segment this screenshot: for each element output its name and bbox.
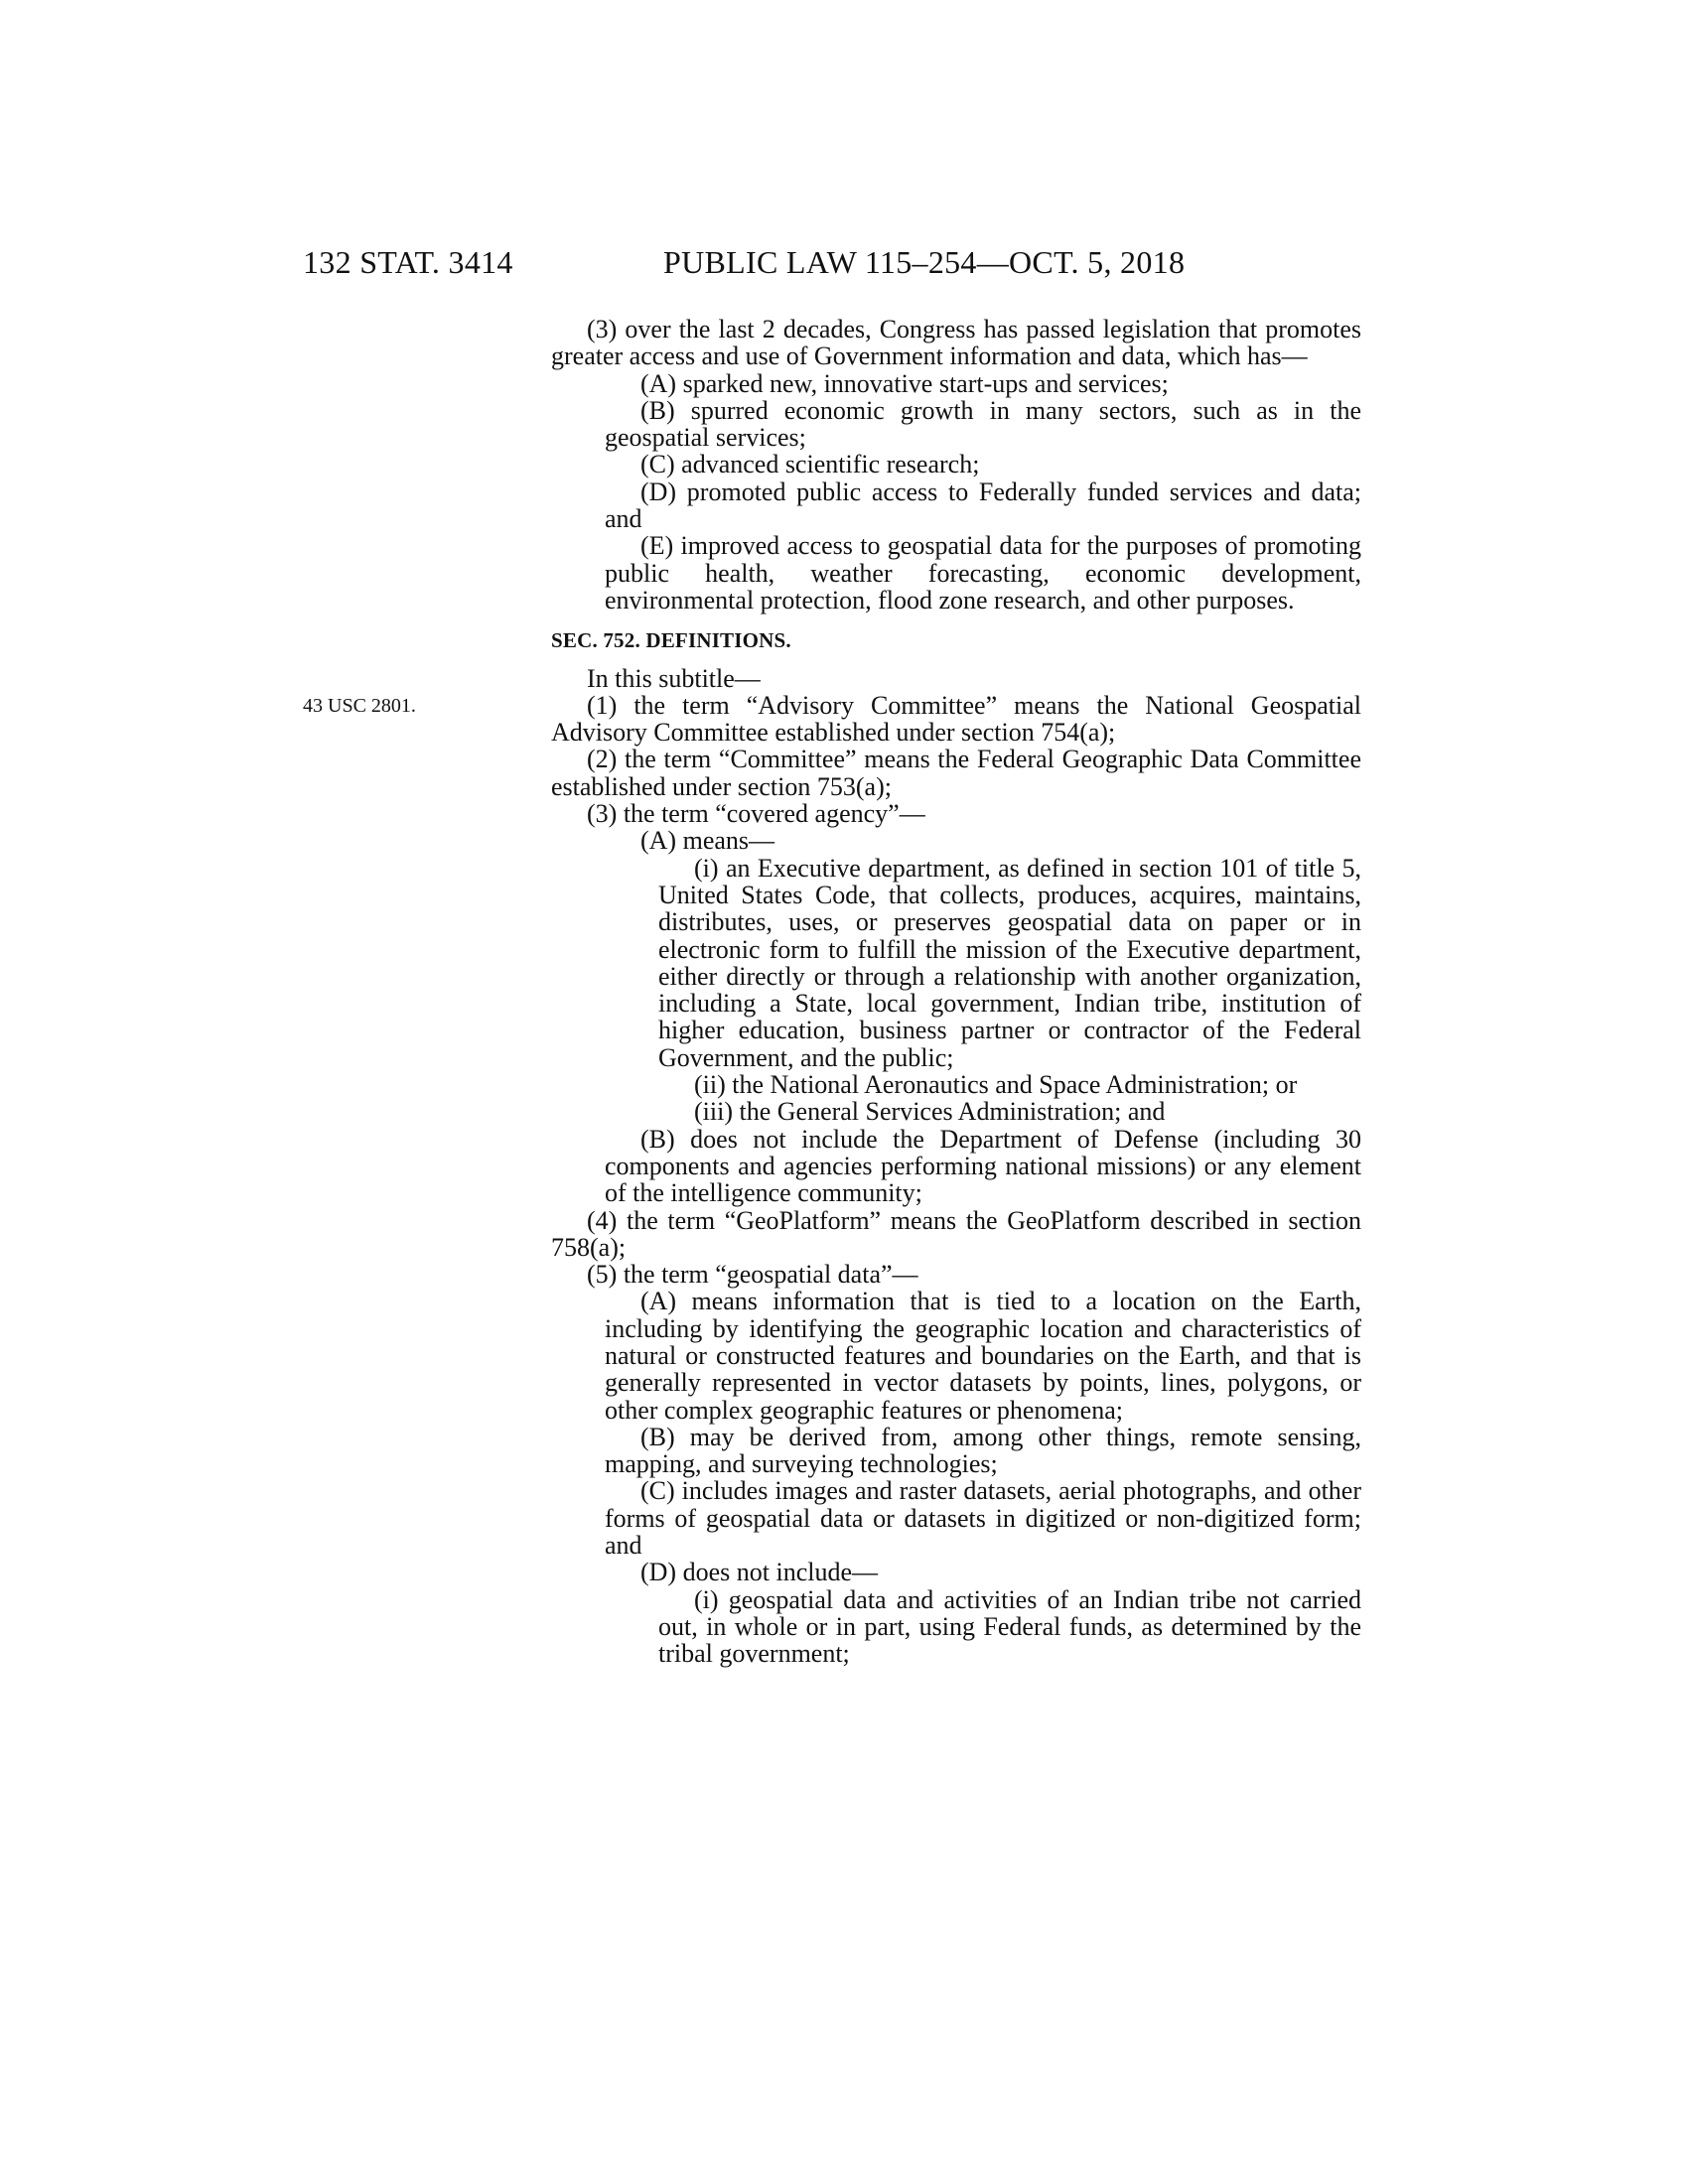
definition-3-a: (A) means— [640,826,775,856]
definition-1: (1) the term “Advisory Committee” means the National Geospatial Advisory Committee established under section 754(a); [551,690,1361,748]
paragraph-3-findings: (3) over the last 2 decades, Congress has passed legislation that promotes greater access and use of Government information and data, which has— [551,315,1361,371]
definition-4: (4) the term “GeoPlatform” means the GeoPlatform described in section 758(a); [551,1205,1361,1262]
definition-5-b: (B) may be derived from, among other things, remote sensing, mapping, and surveying technologies; [605,1422,1361,1479]
definition-5-a: (A) means information that is tied to a location on the Earth, including by identifying the geographic location and characteristics of natural or constructed features and boundaries on the Earth, and that is generally represented in vector datasets by points, lines, polygons, or other complex geographic features or phenomena; [605,1287,1361,1425]
section-heading: SEC. 752. DEFINITIONS. [551,628,791,653]
running-header: PUBLIC LAW 115–254—OCT. 5, 2018 [663,244,1186,280]
marginal-citation: 43 USC 2801. [303,695,416,717]
page-stat-number: 132 STAT. 3414 [303,244,513,280]
definition-5-d-i: (i) geospatial data and activities of an Indian tribe not carried out, in whole or in part, using Federal funds, as determined by the tribal government; [658,1584,1361,1669]
definition-5-d: (D) does not include— [640,1558,879,1587]
definition-3-a-ii: (ii) the National Aeronautics and Space Administration; or [694,1070,1298,1100]
intro-line: In this subtitle— [587,663,761,693]
document-body [551,316,1361,1668]
definition-3-b: (B) does not include the Department of Defense (including 30 components and agencies performing national missions) or any element of the intelligence community; [605,1124,1361,1208]
definition-5-c: (C) includes images and raster datasets, aerial photographs, and other forms of geospatial data or datasets in digitized or non-digitized form; and [605,1476,1361,1561]
definition-5: (5) the term “geospatial data”— [587,1260,918,1290]
definition-3: (3) the term “covered agency”— [587,799,925,829]
subparagraph-b: (B) spurred economic growth in many sectors, such as in the geospatial services; [605,395,1361,453]
subparagraph-a: (A) sparked new, innovative start-ups and services; [640,368,1169,398]
definition-3-a-i: (i) an Executive department, as defined in section 101 of title 5, United States Code, that collects, produces, acquires, maintains, distributes, uses, or preserves geospatial data on paper or in electronic form to fulfill the mission of the Executive department, either directly or through a relationship with another organization, including a State, local government, Indian tribe, institution of higher education, business partner or contractor of the Federal Government, and the public; [658,853,1361,1072]
definition-3-a-iii: (iii) the General Services Administration; and [694,1097,1166,1127]
subparagraph-e: (E) improved access to geospatial data for the purposes of promoting public health, weather forecasting, economic development, environmental protection, flood zone research, and other purposes. [605,531,1361,614]
subparagraph-c: (C) advanced scientific research; [640,450,980,479]
definition-2: (2) the term “Committee” means the Federal Geographic Data Committee established under section 753(a); [551,745,1361,801]
subparagraph-d: (D) promoted public access to Federally funded services and data; and [605,477,1361,534]
